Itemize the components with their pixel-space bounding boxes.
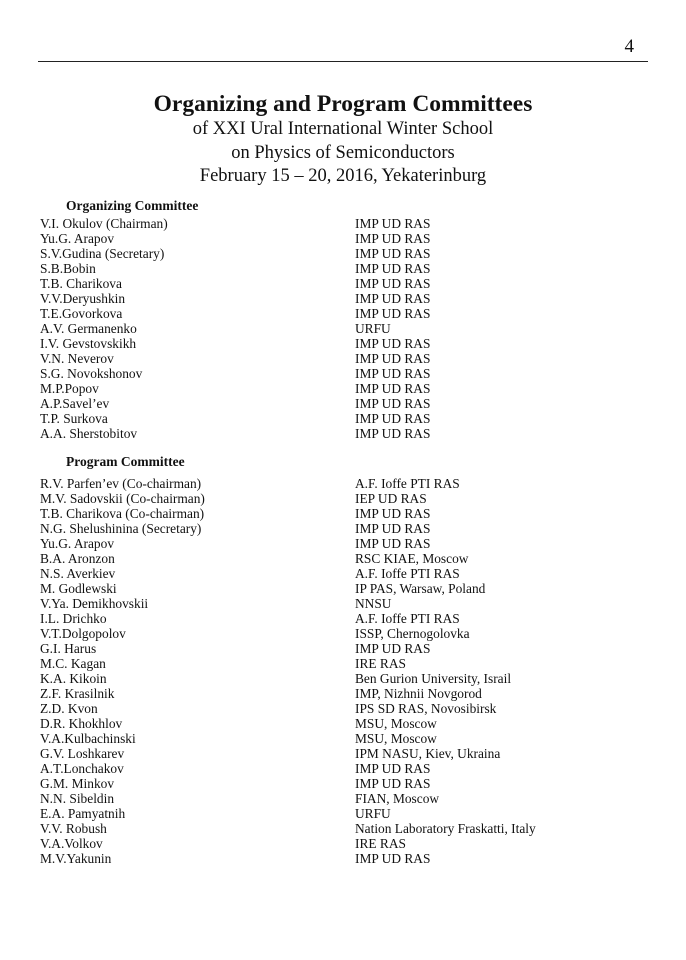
member-affiliation: IRE RAS [355, 836, 406, 851]
member-affiliation: IMP UD RAS [355, 276, 431, 291]
member-row [40, 581, 640, 596]
member-name: V.A.Volkov [40, 836, 103, 851]
member-affiliation: IRE RAS [355, 656, 406, 671]
member-affiliation: FIAN, Moscow [355, 791, 440, 806]
member-name: V.T.Dolgopolov [40, 626, 126, 641]
member-row [40, 396, 640, 411]
member-name: Yu.G. Arapov [40, 536, 115, 551]
member-affiliation: IMP UD RAS [355, 231, 431, 246]
member-row [40, 746, 640, 761]
member-affiliation: A.F. Ioffe PTI RAS [355, 611, 460, 626]
member-row [40, 381, 640, 396]
member-name: S.G. Novokshonov [40, 366, 143, 381]
member-row [40, 291, 640, 306]
member-row [40, 551, 640, 566]
member-name: Z.D. Kvon [40, 701, 98, 716]
member-name: I.L. Drichko [40, 611, 107, 626]
member-affiliation: IMP UD RAS [355, 261, 431, 276]
member-affiliation: IMP UD RAS [355, 426, 431, 441]
member-name: G.I. Harus [40, 641, 97, 656]
member-row [40, 491, 640, 506]
member-affiliation: ISSP, Chernogolovka [355, 626, 470, 641]
member-affiliation: URFU [355, 321, 391, 336]
section-heading: Organizing Committee [66, 198, 199, 213]
member-affiliation: IMP UD RAS [355, 366, 431, 381]
member-row [40, 626, 640, 641]
member-affiliation: IMP UD RAS [355, 306, 431, 321]
member-affiliation: IP PAS, Warsaw, Poland [355, 581, 486, 596]
member-affiliation: IPM NASU, Kiev, Ukraina [355, 746, 501, 761]
member-row [40, 806, 640, 821]
member-affiliation: IMP UD RAS [355, 521, 431, 536]
member-row [40, 366, 640, 381]
member-row [40, 566, 640, 581]
member-affiliation: IMP UD RAS [355, 506, 431, 521]
subtitle-line: of XXI Ural International Winter School [192, 119, 494, 139]
member-affiliation: RSC KIAE, Moscow [355, 551, 469, 566]
member-row [40, 411, 640, 426]
member-row [40, 216, 640, 231]
member-name: A.A. Sherstobitov [40, 426, 138, 441]
title-block [0, 90, 686, 189]
member-name: V.V.Deryushkin [40, 291, 126, 306]
member-affiliation: IEP UD RAS [355, 491, 427, 506]
member-row [40, 701, 640, 716]
member-name: A.V. Germanenko [40, 321, 137, 336]
member-row [40, 686, 640, 701]
member-row [40, 716, 640, 731]
member-row [40, 656, 640, 671]
member-affiliation: IMP UD RAS [355, 851, 431, 866]
member-affiliation: MSU, Moscow [355, 716, 437, 731]
member-name: M.V. Sadovskii (Co-chairman) [40, 491, 205, 506]
member-affiliation: IMP UD RAS [355, 351, 431, 366]
member-row [40, 776, 640, 791]
member-name: Yu.G. Arapov [40, 231, 115, 246]
member-affiliation: A.F. Ioffe PTI RAS [355, 476, 460, 491]
member-name: M.P.Popov [40, 381, 99, 396]
member-name: M.V.Yakunin [40, 851, 112, 866]
member-name: S.V.Gudina (Secretary) [40, 246, 165, 261]
member-name: V.Ya. Demikhovskii [40, 596, 149, 611]
member-affiliation: MSU, Moscow [355, 731, 437, 746]
member-affiliation: IMP UD RAS [355, 396, 431, 411]
member-name: B.A. Aronzon [40, 551, 115, 566]
member-affiliation: IMP UD RAS [355, 641, 431, 656]
member-affiliation: A.F. Ioffe PTI RAS [355, 566, 460, 581]
member-row [40, 261, 640, 276]
member-name: D.R. Khokhlov [40, 716, 123, 731]
member-name: V.V. Robush [40, 821, 107, 836]
member-affiliation: IPS SD RAS, Novosibirsk [355, 701, 497, 716]
member-row [40, 836, 640, 851]
member-list [40, 476, 640, 866]
member-row [40, 851, 640, 866]
member-row [40, 671, 640, 686]
subtitle-line: on Physics of Semiconductors [231, 142, 455, 163]
member-affiliation: IMP UD RAS [355, 291, 431, 306]
member-row [40, 231, 640, 246]
member-row [40, 791, 640, 806]
member-name: G.V. Loshkarev [40, 746, 125, 761]
member-name: A.T.Lonchakov [40, 761, 124, 776]
member-row [40, 506, 640, 521]
member-name: V.A.Kulbachinski [40, 731, 136, 746]
member-row [40, 336, 640, 351]
member-row [40, 351, 640, 366]
member-name: S.B.Bobin [40, 261, 96, 276]
member-name: N.N. Sibeldin [40, 791, 115, 806]
member-name: E.A. Pamyatnih [40, 806, 126, 821]
member-row [40, 611, 640, 626]
member-affiliation: IMP UD RAS [355, 411, 431, 426]
member-affiliation: Nation Laboratory Fraskatti, Italy [355, 821, 536, 836]
member-row [40, 731, 640, 746]
member-row [40, 321, 640, 336]
member-name: V.I. Okulov (Chairman) [40, 216, 168, 231]
member-row [40, 276, 640, 291]
member-row [40, 536, 640, 551]
header-rule [38, 61, 648, 62]
program-committee-section [40, 453, 640, 866]
organizing-committee-section [40, 197, 640, 441]
member-affiliation: IMP, Nizhnii Novgorod [355, 686, 482, 701]
member-row [40, 426, 640, 441]
member-row [40, 521, 640, 536]
member-affiliation: IMP UD RAS [355, 381, 431, 396]
member-row [40, 306, 640, 321]
member-row [40, 761, 640, 776]
member-name: M.C. Kagan [40, 656, 106, 671]
member-affiliation: IMP UD RAS [355, 336, 431, 351]
page-number: 4 [624, 36, 634, 57]
member-name: K.A. Kikoin [40, 671, 107, 686]
member-row [40, 596, 640, 611]
document-title: Organizing and Program Committees [153, 91, 533, 117]
member-row [40, 476, 640, 491]
member-affiliation: URFU [355, 806, 391, 821]
member-name: V.N. Neverov [40, 351, 114, 366]
member-row [40, 246, 640, 261]
member-name: Z.F. Krasilnik [40, 686, 115, 701]
member-list [40, 216, 640, 441]
member-affiliation: IMP UD RAS [355, 246, 431, 261]
member-name: I.V. Gevstovskikh [40, 336, 137, 351]
member-row [40, 821, 640, 836]
member-name: N.G. Shelushinina (Secretary) [40, 521, 202, 536]
subtitle-line: February 15 – 20, 2016, Yekaterinburg [199, 166, 487, 186]
member-name: T.B. Charikova [40, 276, 122, 291]
member-name: M. Godlewski [40, 581, 117, 596]
member-name: T.B. Charikova (Co-chairman) [40, 506, 205, 521]
member-affiliation: IMP UD RAS [355, 216, 431, 231]
member-affiliation: NNSU [355, 596, 392, 611]
member-name: N.S. Averkiev [40, 566, 116, 581]
member-name: T.P. Surkova [40, 411, 108, 426]
member-affiliation: IMP UD RAS [355, 761, 431, 776]
member-affiliation: IMP UD RAS [355, 536, 431, 551]
member-name: R.V. Parfen’ev (Co-chairman) [40, 476, 202, 491]
member-name: G.M. Minkov [40, 776, 115, 791]
member-name: A.P.Savel’ev [40, 396, 110, 411]
member-row [40, 641, 640, 656]
section-heading: Program Committee [66, 454, 185, 469]
member-name: T.E.Govorkova [40, 306, 123, 321]
member-affiliation: IMP UD RAS [355, 776, 431, 791]
member-affiliation: Ben Gurion University, Israil [355, 671, 512, 686]
